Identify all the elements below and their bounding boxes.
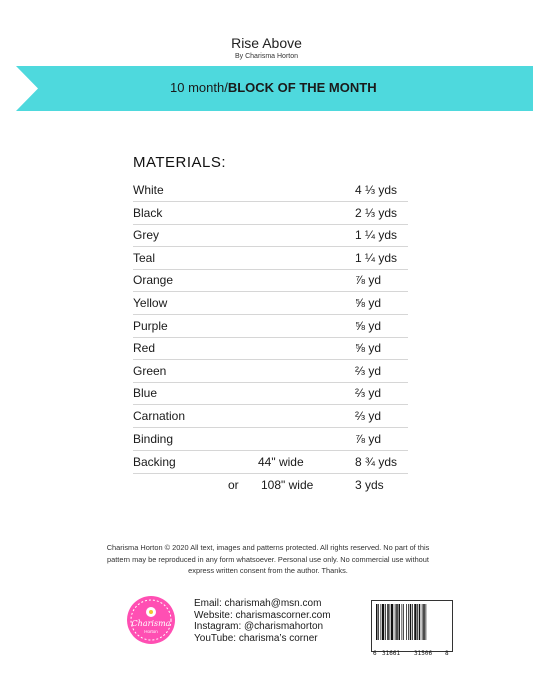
backing-alt-row bbox=[133, 474, 408, 496]
barcode-bar bbox=[385, 604, 386, 640]
pattern-author: By Charisma Horton bbox=[234, 53, 299, 60]
material-amount: ⅔ yd bbox=[355, 409, 382, 423]
barcode-bar bbox=[403, 604, 404, 640]
banner-prefix: 10 month/ bbox=[170, 80, 228, 95]
material-amount: ⅞ yd bbox=[355, 273, 382, 288]
material-amount: ⅝ yd bbox=[355, 296, 382, 310]
backing-label: Backing bbox=[133, 455, 176, 469]
backing-amount: 8 ¾ yds bbox=[355, 455, 398, 469]
material-name: Green bbox=[133, 363, 167, 378]
backing-or-label: or bbox=[228, 478, 239, 492]
barcode-bar bbox=[376, 604, 378, 640]
backing-alt-width: 108" wide bbox=[261, 478, 314, 492]
material-row bbox=[133, 382, 408, 405]
barcode-bar bbox=[395, 604, 396, 640]
material-amount: ⅔ yd bbox=[355, 386, 382, 401]
material-amount: 2 ⅓ yds bbox=[355, 205, 398, 220]
material-amount: ⅝ yd bbox=[355, 341, 382, 356]
material-name: Teal bbox=[133, 250, 156, 265]
material-row bbox=[133, 428, 408, 451]
banner-bold: BLOCK OF THE MONTH bbox=[227, 80, 377, 95]
material-row bbox=[133, 269, 408, 292]
material-row bbox=[133, 247, 408, 270]
barcode-bar bbox=[402, 604, 403, 640]
banner-text bbox=[170, 80, 377, 95]
material-amount: ⅞ yd bbox=[355, 431, 382, 446]
barcode-bar bbox=[426, 604, 427, 640]
material-row bbox=[133, 337, 408, 360]
barcode-group-1: 31661 bbox=[382, 650, 401, 657]
barcode-bar bbox=[412, 604, 413, 640]
material-amount: ⅝ yd bbox=[355, 318, 382, 333]
barcode-bar bbox=[381, 604, 382, 640]
upc-barcode bbox=[371, 600, 453, 657]
barcode-bar bbox=[414, 604, 416, 640]
block-of-month-banner bbox=[16, 66, 533, 111]
copyright-notice: Charisma Horton © 2020 All text, images and patterns protected. All rights reserved. No part of this pattern may be reproduced in any form whatsoever. Personal use only. No commercial use without express written consent from the author. Thanks. bbox=[106, 543, 430, 575]
barcode-bar bbox=[399, 604, 401, 640]
charisma-horton-logo bbox=[126, 595, 176, 645]
material-name: Grey bbox=[133, 228, 160, 243]
material-row bbox=[133, 360, 408, 383]
material-name: Red bbox=[133, 341, 156, 356]
backing-row bbox=[133, 451, 408, 474]
barcode-group-2: 31506 bbox=[414, 650, 433, 657]
material-row bbox=[133, 224, 408, 247]
material-row bbox=[133, 202, 408, 225]
material-row bbox=[133, 292, 408, 315]
barcode-bar bbox=[408, 604, 409, 640]
svg-text:Charisma: Charisma bbox=[131, 619, 171, 628]
barcode-bar bbox=[382, 604, 384, 640]
material-name: Orange bbox=[133, 273, 174, 288]
barcode-bar bbox=[391, 604, 393, 640]
materials-heading: MATERIALS: bbox=[133, 154, 227, 171]
backing-alt-amount: 3 yds bbox=[355, 478, 384, 492]
contact-email: Email: charismah@msn.com bbox=[194, 598, 322, 609]
barcode-bar bbox=[390, 604, 391, 640]
material-row bbox=[133, 315, 408, 338]
contact-info bbox=[194, 598, 331, 644]
svg-text:Horton: Horton bbox=[144, 629, 158, 634]
barcode-bar bbox=[422, 604, 423, 640]
material-name: Black bbox=[133, 205, 163, 220]
material-amount: 4 ⅓ yds bbox=[355, 183, 398, 197]
pattern-title: Rise Above bbox=[231, 35, 302, 51]
barcode-bars bbox=[376, 604, 448, 640]
material-name: White bbox=[133, 183, 164, 197]
material-name: Carnation bbox=[133, 409, 186, 423]
backing-width: 44" wide bbox=[258, 455, 304, 469]
barcode-bar bbox=[423, 604, 425, 640]
contact-website: Website: charismascorner.com bbox=[194, 609, 331, 621]
barcode-digit-end: 8 bbox=[445, 650, 449, 657]
contact-instagram: Instagram: @charismahorton bbox=[194, 621, 324, 632]
material-row bbox=[133, 405, 408, 428]
material-name: Blue bbox=[133, 386, 158, 401]
material-name: Binding bbox=[133, 431, 174, 446]
material-amount: ⅔ yd bbox=[355, 363, 382, 378]
material-name: Purple bbox=[133, 318, 168, 333]
barcode-bar bbox=[396, 604, 398, 640]
barcode-bar bbox=[378, 604, 379, 640]
barcode-bar bbox=[410, 604, 412, 640]
material-amount: 1 ¼ yds bbox=[355, 250, 398, 265]
material-row bbox=[133, 179, 408, 202]
material-name: Yellow bbox=[133, 296, 168, 310]
barcode-bar bbox=[406, 604, 407, 640]
barcode-bar bbox=[417, 604, 418, 640]
barcode-bar bbox=[387, 604, 389, 640]
contact-youtube: YouTube: charisma’s corner bbox=[194, 632, 318, 644]
barcode-bar bbox=[419, 604, 421, 640]
material-amount: 1 ¼ yds bbox=[355, 228, 398, 243]
barcode-digit-start: 6 bbox=[373, 650, 377, 657]
